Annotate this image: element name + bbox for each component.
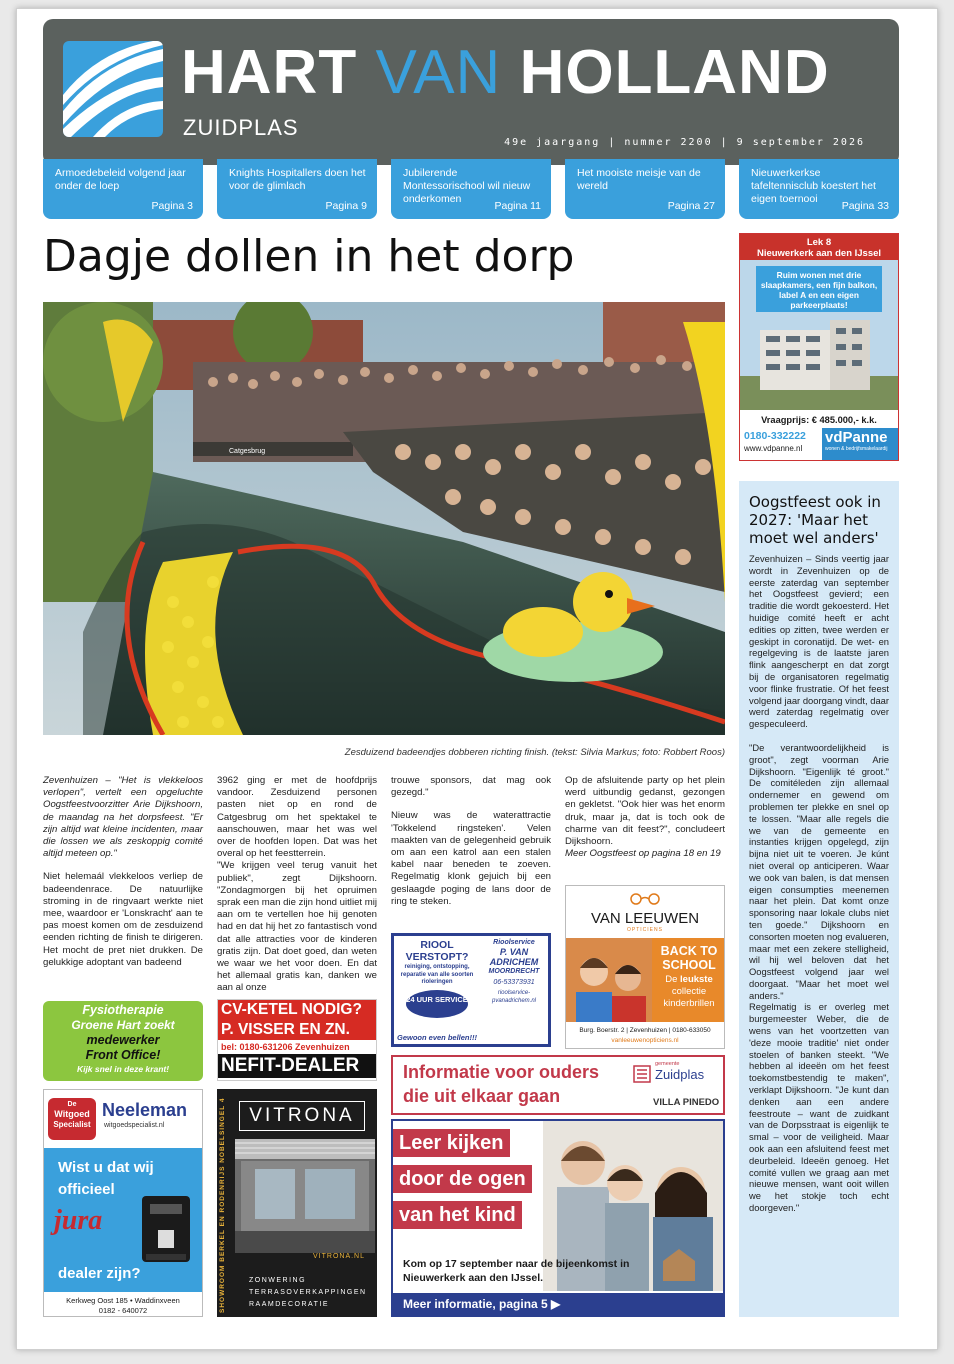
ad-lek8-brand: vdPanne	[825, 429, 888, 446]
ad-informatie-ouders[interactable]: Informatie voor ouders die uit elkaar gaan gemeente Zuidplas VILLA PINEDO	[391, 1055, 725, 1115]
article-col-2: 3962 ging er met de hoofdprijs vandoor. Zesduizend personen pasten niet op en rond de Catgesbrug om het spektakel te aanschouwen, maar het was wel over de hoofden lopen. Dat was het overal op het feestterrein. "We krijgen veel terug vanuit het publiek", zegt Dijkshoorn. "Zondagmorgen bij het opruimen sprak een man die zijn hond uitliet mij aan om te vertellen hoe hij genoten had en dat hij het zo fantastisch vond dat alle attracties voor de kinderen gratis zijn. Dat doet goed, dan weten we waar we het voor doen. En dat het allemaal gratis kan, danken we aan al onze	[217, 775, 377, 994]
teaser-2[interactable]: Knights Hospitallers doen het voor de glimlach Pagina 9	[217, 159, 377, 219]
ad-lek8-place: Nieuwerkerk aan den IJssel	[756, 248, 882, 259]
witgoed-badge: De Witgoed Specialist	[48, 1098, 96, 1140]
main-photo	[43, 302, 725, 735]
article-col-3: trouwe sponsors, dat mag ook gezegd." Nieuw was de waterattractie 'Tokkelend ringsteken'. Velen maakten van de gelegenheid gebruik om aan een katrol aan een stalen kabel naar beneden te zoeven. Regelmatig klonk gejuich bij een geslaagde poging de lans door de ring te steken.	[391, 775, 551, 907]
ad-lek8-web: www.vdpanne.nl	[744, 444, 803, 453]
teaser-4[interactable]: Het mooiste meisje van de wereld Pagina 27	[565, 159, 725, 219]
kids-photo	[566, 938, 652, 1022]
ad-lek8-price: Vraagprijs: € 485.000,- k.k.	[740, 412, 898, 428]
newspaper-page	[16, 8, 938, 1350]
ad-leer-kijken[interactable]: Leer kijken door de ogen van het kind Kom op 17 september naar de bijeenkomst in Nieuwerkerk aan den IJssel. Meer informatie, pagina 5 ▶	[391, 1119, 725, 1317]
photo-caption: Zesduizend badeendjes dobberen richting finish. (tekst: Silvia Markus; foto: Robbert Roos)	[344, 747, 725, 758]
teaser-5[interactable]: Nieuwerkerkse tafeltennisclub koestert het eigen toernooi Pagina 33	[739, 159, 899, 219]
bridge-sign: Catgesbrug	[229, 448, 266, 455]
sidebar-article: Oogstfeest ook in 2027: 'Maar het moet wel anders' Zevenhuizen – Sinds veertig jaar wordt in Zevenhuizen op de eerste zaterdag van september het Oogstfeest gevierd; een traditie die wordt gekoesterd. Het huidige comité heeft er acht edities op zitten, twee werden er geskipt in coronatijd. De wet- en regelgeving is de laatste jaren flink aangescherpt en dat zorgt bij de organisatoren regelmatig voor flinke frustratie. Of het feest volgend jaar doorgang vindt, daar werd zaterdag regelmatig over gespeculeerd. "De verantwoordelijkheid is groot", zegt voorman Arie Dijkshoorn. "Eigenlijk té groot." De comitéleden zijn allemaal ondernemer en gewend om problemen ter plekke en snel op te lossen. "Maar alle regels die we van de gemeente en instanties krijgen opgelegd, zijn bijna niet uit te voeren. Je kúnt niet overal op anticiperen. Waar we ook van balen, is dat mensen eigen consumpties meenemen naar het plein. Dat komt onze sponsoring naar lokale clubs niet ten goede." Dijkshoorn en consorten moeten nog evalueren, maar met een zekere stelligheid, wil hij wel beloven dat het Oogstfeest volgend jaar wel doorgaat. "Maar het moet wel anders." Regelmatig is er overleg met burgemeester Weber, die de wens van het voortzetten van 'deze mooie traditie' niet onder stoelen of banken steekt. "We hebben al ideeën om het feest toekomstbestendig te maken", verklapt Dijkshoorn. "Je kunt dan denken aan een andere feestroute – want de zuidkant van de Dorpsstraat is eigenlijk te smal – voor de veiligheid. Maar ook aan een afsluitend feest met deurbeleid. Ideeën genoeg. Het comité vullen we graag aan met nieuwe mensen, want ooit willen we het stokje toch echt doorgeven."	[739, 481, 899, 1317]
ad-lek8-brand-sub: wonen & bedrijfsmakelaardij	[825, 446, 888, 452]
ad-riool[interactable]: RIOOL VERSTOPT? reiniging, ontstopping, reparatie van alle soorten rioleringen 24 UUR SERVICE Rioolservice P. VAN ADRICHEM MOORDRECHT 06-53373931 rioolservice-pvanadrichem.nl Gewoon even bellen!!!	[391, 933, 551, 1047]
glasses-icon	[628, 893, 662, 905]
jura-logo: jura	[54, 1205, 103, 1236]
ad-fysio[interactable]: Fysiotherapie Groene Hart zoekt medewerker Front Office! Kijk snel in deze krant!	[43, 1001, 203, 1081]
terrace-photo	[235, 1139, 375, 1253]
ad-lek8-title: Lek 8	[806, 237, 832, 248]
issue-info: 49e jaargang | nummer 2200 | 9 september 2026	[504, 137, 865, 148]
masthead	[43, 19, 899, 165]
masthead-title: HART VAN HOLLAND	[181, 38, 830, 107]
ad-lek8-tagline: Ruim wonen met drie slaapkamers, een fijn balkon, label A en een eigen parkeerplaats!	[756, 266, 882, 312]
coffee-machine-icon	[138, 1192, 194, 1266]
ad-neeleman[interactable]: De Witgoed Specialist Neeleman witgoedspecialist.nl Wist u dat wij officieel jura dealer zijn? Kerkweg Oost 185 • Waddinxveen 0182 - 640072	[43, 1089, 203, 1317]
vitrona-logo: VITRONA	[239, 1101, 365, 1131]
ad-lek8[interactable]	[739, 233, 899, 461]
logo-icon	[63, 41, 163, 137]
teaser-3[interactable]: Jubilerende Montessorischool wil nieuw onderkomen Pagina 11	[391, 159, 551, 219]
service-badge: 24 UUR SERVICE	[406, 990, 468, 1018]
more-info-button[interactable]: Meer informatie, pagina 5 ▶	[393, 1293, 723, 1315]
gemeente-logo-icon	[633, 1065, 651, 1083]
more-link[interactable]: Meer Oogstfeest op pagina 18 en 19	[565, 848, 721, 860]
sidebar-title: Oogstfeest ook in 2027: 'Maar het moet wel anders'	[749, 493, 881, 547]
teaser-1[interactable]: Armoedebeleid volgend jaar onder de loep Pagina 3	[43, 159, 203, 219]
ad-lek8-phone: 0180-332222	[744, 430, 806, 442]
masthead-subtitle: ZUIDPLAS	[183, 115, 299, 140]
article-col-1: Zevenhuizen – "Het is vlekkeloos verlopen", vertelt een opgeluchte Oogstfeestvoorzitter Arie Dijkshoorn, de maandag na het dorpsfeest. "Er zijn altijd wat kleine incidenten, maar die lossen we als zeskoppig comité altijd meteen op." Niet helemaál vlekkeloos verliep de badeendenrace. De natuurlijke stroming in de ringvaart werkte niet mee, waardoor er 'Lonskracht' aan te pas moest komen om de zesduizend eenden richting de finish te dirigeren. Het mocht de pret niet drukken. De gelukkige adoptant van badeend	[43, 775, 203, 968]
article-col-4: Op de afsluitende party op het plein werd uitbundig gedanst, gezongen en gekletst. "Ook hier was het enorm druk, maar ja, dat is toch ook de charme van dit feest?", concludeert Dijkshoorn. Meer Oogstfeest op pagina 18 en 19	[565, 775, 725, 860]
headline: Dagje dollen in het dorp	[43, 231, 575, 282]
ad-vitrona[interactable]: SHOWROOM BERKEL EN RODENRIJS NOBELSINGEL 4 VITRONA VITRONA.NL ZONWERING TERRASOVERKAPPINGEN RAAMDECORATIE	[217, 1089, 377, 1317]
ad-cv-ketel[interactable]: CV-KETEL NODIG? P. VISSER EN ZN. bel: 0180-631206 Zevenhuizen NEFIT-DEALER	[217, 999, 377, 1081]
ad-vanleeuwen[interactable]: VAN LEEUWEN OPTICIENS BACK TO SCHOOL De leukste collectie kinderbrillen Burg. Boerstr. 2 | Zevenhuizen | 0180-633050 vanleeuwenopticiens.nl	[565, 885, 725, 1049]
